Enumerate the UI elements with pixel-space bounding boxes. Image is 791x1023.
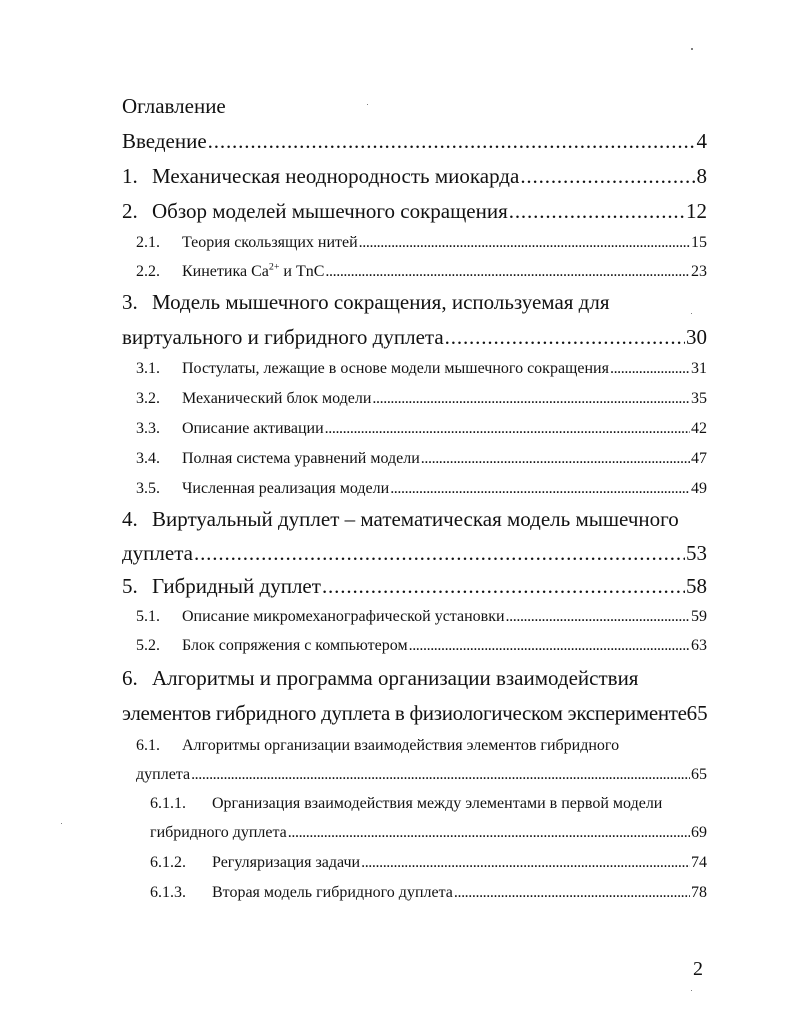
toc-page-number: 58 — [686, 574, 707, 598]
toc-entry-text: Введение — [122, 129, 207, 153]
toc-entry-text: Полная система уравнений модели — [182, 450, 420, 467]
toc-entry-text-part: и TnC — [279, 263, 325, 280]
toc-entry-text: Постулаты, лежащие в основе модели мышечного сокращения — [182, 360, 609, 377]
toc-entry-5-2[interactable] — [136, 635, 707, 657]
toc-entry-number: 3.3. — [136, 420, 160, 437]
dot-leader — [445, 323, 685, 351]
toc-page-number: 65 — [686, 701, 708, 725]
toc-entry-text: Алгоритмы организации взаимодействия элементов гибридного — [182, 737, 620, 754]
toc-entry-number: 5.1. — [136, 608, 160, 625]
dot-leader — [390, 478, 690, 500]
dot-leader — [454, 882, 690, 904]
dot-leader — [610, 358, 690, 380]
page-number: 2 — [693, 958, 703, 980]
toc-page-number: 4 — [696, 129, 707, 153]
toc-entry-text: Вторая модель гибридного дуплета — [212, 884, 453, 901]
toc-entry-number: 5.2. — [136, 637, 160, 654]
toc-entry-6-line2[interactable] — [122, 699, 707, 727]
toc-entry-number: 3.2. — [136, 390, 160, 407]
toc-page-number: 8 — [696, 164, 707, 188]
toc-entry-number: 6.1.2. — [150, 854, 186, 871]
toc-page-number: 74 — [691, 854, 707, 871]
toc-entry-number: 6. — [122, 666, 138, 690]
toc-entry-6-1-1-line2[interactable] — [150, 822, 707, 844]
toc-entry-text: Описание активации — [182, 420, 324, 437]
toc-entry-text: Организация взаимодействия между элементами в первой модели — [212, 795, 663, 812]
toc-entry-3-line2[interactable] — [122, 323, 707, 351]
toc-entry-text: дуплета — [122, 541, 193, 565]
toc-entry-3-4[interactable] — [136, 448, 707, 470]
dot-leader — [191, 764, 690, 786]
toc-page-number: 15 — [691, 234, 707, 251]
toc-entry-3-3[interactable] — [136, 418, 707, 440]
dot-leader — [325, 261, 690, 283]
toc-page-number: 23 — [691, 263, 707, 280]
toc-entry-number: 3.1. — [136, 360, 160, 377]
scan-speck — [61, 823, 62, 824]
toc-entry-number: 1. — [122, 164, 138, 188]
toc-page-number: 30 — [686, 325, 707, 349]
dot-leader — [361, 852, 690, 874]
toc-entry-number: 3. — [122, 290, 138, 314]
toc-page-number: 78 — [691, 884, 707, 901]
dot-leader — [288, 822, 690, 844]
toc-entry-number: 6.1.3. — [150, 884, 186, 901]
toc-entry-5[interactable] — [122, 572, 707, 600]
toc-entry-text: Виртуальный дуплет – математическая модель мышечного — [152, 507, 679, 531]
toc-entry-text: Модель мышечного сокращения, используемая для — [152, 290, 610, 314]
dot-leader — [325, 418, 690, 440]
scan-speck — [367, 104, 368, 105]
toc-entry-2[interactable] — [122, 197, 707, 225]
toc-entry-text: Алгоритмы и программа организации взаимодействия — [152, 666, 639, 690]
dot-leader — [208, 127, 696, 155]
toc-entry-number: 6.1.1. — [150, 795, 186, 812]
toc-page-number: 31 — [691, 360, 707, 377]
toc-entry-number: 2.2. — [136, 263, 160, 280]
toc-page-number: 65 — [691, 766, 707, 783]
toc-entry-intro[interactable] — [122, 127, 707, 155]
dot-leader — [409, 635, 690, 657]
toc-page-number: 63 — [691, 637, 707, 654]
toc-entry-6-1-line1[interactable] — [136, 735, 619, 757]
toc-entry-4-line1[interactable] — [122, 505, 679, 533]
scan-speck — [691, 313, 692, 314]
toc-page-number: 49 — [691, 480, 707, 497]
toc-page-number: 53 — [686, 541, 707, 565]
dot-leader — [421, 448, 690, 470]
toc-entry-5-1[interactable] — [136, 606, 707, 628]
scan-speck — [691, 48, 693, 50]
toc-page-number: 35 — [691, 390, 707, 407]
toc-page-number: 42 — [691, 420, 707, 437]
toc-page-number: 12 — [686, 199, 707, 223]
toc-page-number: 59 — [691, 608, 707, 625]
toc-entry-text: гибридного дуплета — [150, 824, 287, 841]
toc-entry-2-1[interactable] — [136, 232, 707, 254]
toc-entry-4-line2[interactable] — [122, 539, 707, 567]
toc-entry-6-1-3[interactable] — [150, 882, 707, 904]
toc-entry-text: Механическая неоднородность миокарда — [152, 164, 520, 188]
toc-entry-number: 6.1. — [136, 737, 160, 754]
superscript-charge: 2+ — [268, 261, 280, 273]
toc-entry-text: Описание микромеханографической установки — [182, 608, 505, 625]
toc-entry-3-1[interactable] — [136, 358, 707, 380]
toc-title: Оглавление — [122, 94, 226, 118]
toc-entry-3-2[interactable] — [136, 388, 707, 410]
dot-leader — [506, 606, 690, 628]
dot-leader — [322, 572, 685, 600]
toc-entry-text: элементов гибридного дуплета в физиологическом эксперименте — [122, 701, 687, 725]
toc-entry-text: Механический блок модели — [182, 390, 372, 407]
toc-page-number: 47 — [691, 450, 707, 467]
toc-entry-6-1-1-line1[interactable] — [150, 793, 662, 815]
toc-entry-number: 3.4. — [136, 450, 160, 467]
toc-entry-number: 2.1. — [136, 234, 160, 251]
toc-entry-number: 3.5. — [136, 480, 160, 497]
toc-entry-text: дуплета — [136, 766, 191, 783]
toc-entry-6-1-line2[interactable] — [136, 764, 707, 786]
toc-entry-text: Обзор моделей мышечного сокращения — [152, 199, 508, 223]
toc-entry-number: 2. — [122, 199, 138, 223]
toc-entry-text: Численная реализация модели — [182, 480, 390, 497]
dot-leader — [509, 197, 685, 225]
dot-leader — [194, 539, 685, 567]
toc-entry-text: Гибридный дуплет — [152, 574, 321, 598]
toc-entry-3-line1[interactable] — [122, 288, 610, 316]
toc-entry-1[interactable] — [122, 162, 707, 190]
toc-entry-text: Регуляризация задачи — [212, 854, 361, 871]
scan-speck — [691, 990, 692, 991]
toc-entry-6-1-2[interactable] — [150, 852, 707, 874]
toc-entry-6-line1[interactable] — [122, 664, 638, 692]
toc-entry-number: 5. — [122, 574, 138, 598]
toc-entry-text-part: Кинетика Ca — [182, 263, 269, 280]
toc-entry-text: виртуального и гибридного дуплета — [122, 325, 444, 349]
dot-leader — [359, 232, 690, 254]
toc-entry-text — [182, 261, 324, 283]
toc-entry-3-5[interactable] — [136, 478, 707, 500]
toc-page-number: 69 — [691, 824, 707, 841]
dot-leader — [520, 162, 695, 190]
toc-entry-2-2[interactable] — [136, 261, 707, 283]
toc-entry-number: 4. — [122, 507, 138, 531]
toc-entry-text: Блок сопряжения с компьютером — [182, 637, 408, 654]
dot-leader — [372, 388, 690, 410]
toc-entry-text: Теория скользящих нитей — [182, 234, 358, 251]
